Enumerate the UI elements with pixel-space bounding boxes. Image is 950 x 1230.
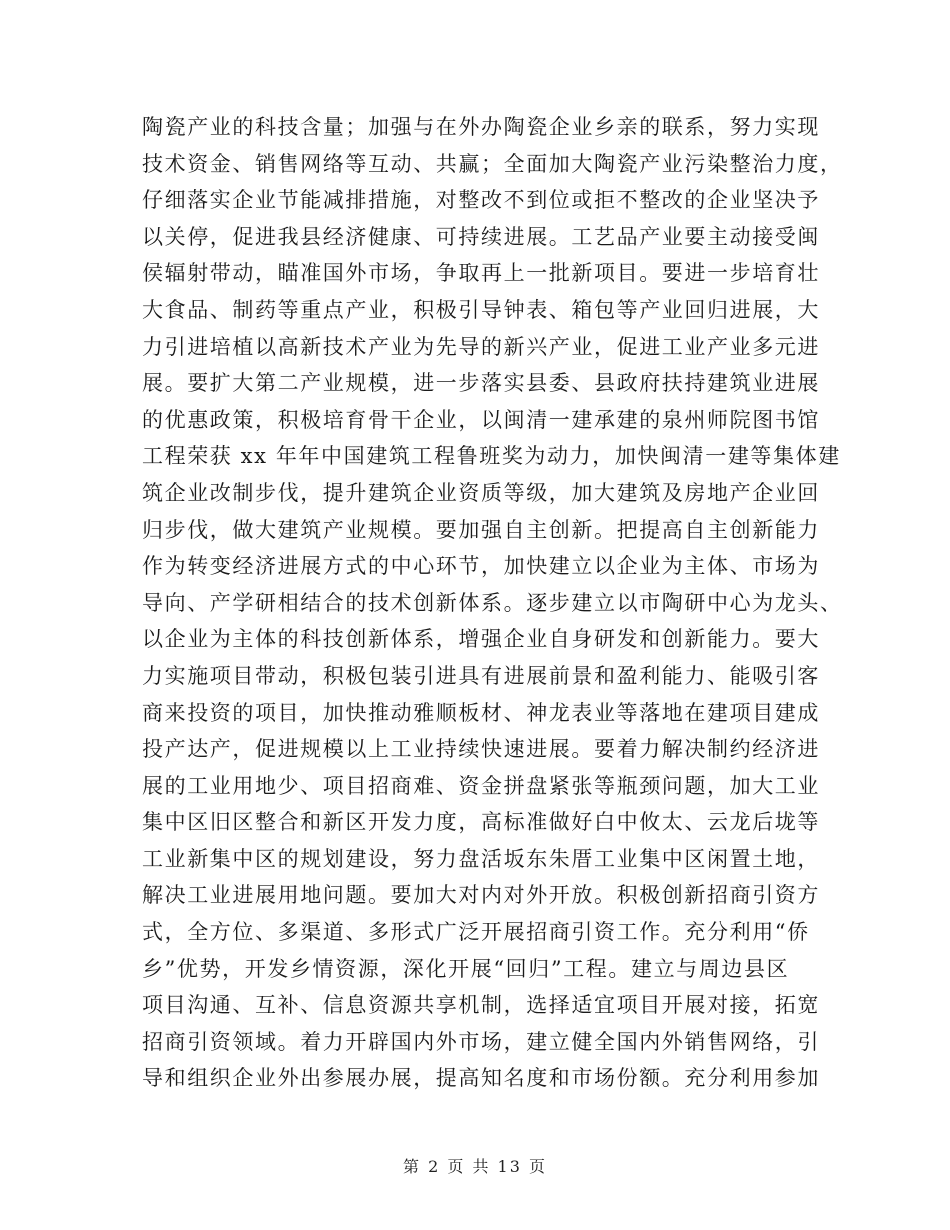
text-line: 作为转变经济进展方式的中心环节，加快建立以企业为主体、市场为 [142,554,820,579]
text-line: 导向、产学研相结合的技术创新体系。逐步建立以市陶研中心为龙头、 [142,590,843,615]
text-line: 解决工业进展用地问题。要加大对内对外开放。积极创新招商引资方 [142,883,820,908]
text-line: 投产达产，促进规模以上工业持续快速进展。要着力解决制约经济进 [142,737,820,762]
document-body [142,109,843,1097]
text-line: 招商引资领域。着力开辟国内外市场，建立健全国内外销售网络，引 [142,1029,820,1054]
text-line: 力实施项目带动，积极包装引进具有进展前景和盈利能力、能吸引客 [142,663,820,688]
text-line: 展的工业用地少、项目招商难、资金拼盘紧张等瓶颈问题，加大工业 [142,773,820,798]
text-line: 力引进培植以高新技术产业为先导的新兴产业，促进工业产业多元进 [142,334,820,359]
text-line: 侯辐射带动，瞄准国外市场，争取再上一批新项目。要进一步培育壮 [142,261,820,286]
text-line: 工程荣获 xx 年年中国建筑工程鲁班奖为动力，加快闽清一建等集体建 [142,444,841,469]
text-line: 归步伐，做大建筑产业规模。要加强自主创新。把提高自主创新能力 [142,517,820,542]
text-line: 以关停，促进我县经济健康、可持续进展。工艺品产业要主动接受闽 [142,224,820,249]
text-line: 导和组织企业外出参展办展，提高知名度和市场份额。充分利用参加 [142,1066,820,1091]
text-line: 项目沟通、互补、信息资源共享机制，选择适宜项目开展对接，拓宽 [142,993,820,1018]
text-line: 展。要扩大第二产业规模，进一步落实县委、县政府扶持建筑业进展 [142,371,820,396]
text-line: 筑企业改制步伐，提升建筑企业资质等级，加大建筑及房地产企业回 [142,480,820,505]
text-line: 集中区旧区整合和新区开发力度，高标准做好白中攸太、云龙后垅等 [142,810,820,835]
text-line: 商来投资的项目，加快推动雅顺板材、神龙表业等落地在建项目建成 [142,700,820,725]
text-line: 式，全方位、多渠道、多形式广泛开展招商引资工作。充分利用“侨 [142,920,810,945]
text-line: 仔细落实企业节能减排措施，对整改不到位或拒不整改的企业坚决予 [142,188,820,213]
text-line: 乡”优势，开发乡情资源，深化开展“回归”工程。建立与周边县区 [142,956,790,981]
page-footer: 第 2 页 共 13 页 [403,1157,547,1176]
text-line: 的优惠政策，积极培育骨干企业，以闽清一建承建的泉州师院图书馆 [142,407,820,432]
text-line: 陶瓷产业的科技含量；加强与在外办陶瓷企业乡亲的联系，努力实现 [142,115,820,139]
text-line: 工业新集中区的规划建设，努力盘活坂东朱厝工业集中区闲置土地， [142,846,820,871]
text-line: 以企业为主体的科技创新体系，增强企业自身研发和创新能力。要大 [142,627,820,652]
text-line: 技术资金、销售网络等互动、共赢；全面加大陶瓷产业污染整治力度， [142,151,843,176]
text-line: 大食品、制药等重点产业，积极引导钟表、箱包等产业回归进展，大 [142,297,820,322]
